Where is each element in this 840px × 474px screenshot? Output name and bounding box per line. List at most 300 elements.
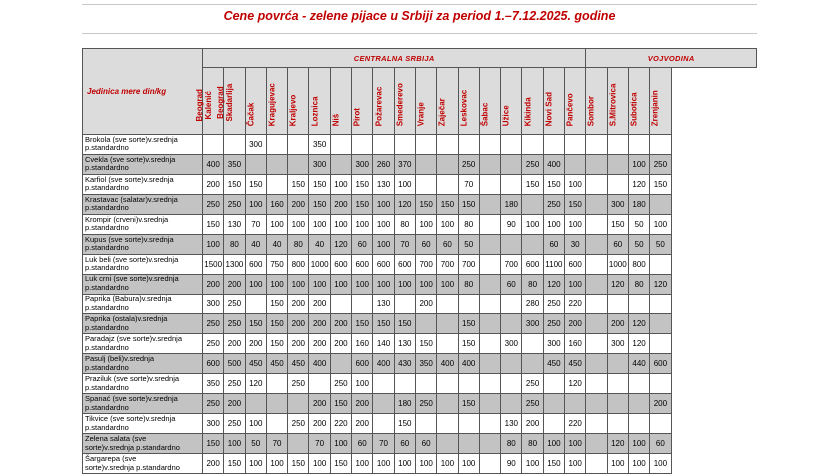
price-cell: 140 bbox=[373, 334, 394, 354]
price-cell: 300 bbox=[607, 334, 628, 354]
price-cell bbox=[415, 154, 436, 174]
price-cell: 150 bbox=[458, 314, 479, 334]
price-cell bbox=[266, 135, 287, 155]
price-cell: 300 bbox=[203, 414, 224, 434]
price-cell bbox=[479, 394, 500, 414]
price-cell: 400 bbox=[437, 354, 458, 374]
table-row bbox=[83, 334, 757, 354]
price-cell: 100 bbox=[373, 274, 394, 294]
price-cell bbox=[565, 394, 586, 414]
price-cell: 260 bbox=[373, 154, 394, 174]
price-cell: 800 bbox=[288, 254, 309, 274]
city-header bbox=[458, 68, 479, 135]
price-cell: 80 bbox=[224, 234, 245, 254]
price-cell bbox=[586, 394, 607, 414]
city-header bbox=[309, 68, 330, 135]
price-cell bbox=[245, 154, 266, 174]
price-cell: 1000 bbox=[607, 254, 628, 274]
price-cell bbox=[415, 135, 436, 155]
price-cell: 200 bbox=[288, 194, 309, 214]
price-cell: 200 bbox=[224, 394, 245, 414]
price-cell bbox=[330, 154, 351, 174]
price-cell: 300 bbox=[245, 135, 266, 155]
product-name: Paradajz (sve sorte)v.srednja p.standardno bbox=[83, 334, 203, 354]
product-name: Praziluk (sve sorte)v.srednja p.standardno bbox=[83, 374, 203, 394]
price-cell: 100 bbox=[522, 454, 543, 474]
price-cell: 200 bbox=[309, 394, 330, 414]
price-cell bbox=[586, 135, 607, 155]
price-cell: 250 bbox=[203, 334, 224, 354]
price-cell: 100 bbox=[394, 174, 415, 194]
price-cell bbox=[543, 374, 564, 394]
price-cell bbox=[586, 294, 607, 314]
price-cell: 200 bbox=[288, 294, 309, 314]
price-cell: 70 bbox=[266, 434, 287, 454]
price-cell bbox=[650, 374, 671, 394]
price-cell: 350 bbox=[415, 354, 436, 374]
price-cell: 200 bbox=[330, 334, 351, 354]
price-cell bbox=[479, 214, 500, 234]
price-cell: 80 bbox=[522, 434, 543, 454]
price-cell bbox=[586, 234, 607, 254]
table-row bbox=[83, 394, 757, 414]
price-cell: 250 bbox=[224, 294, 245, 314]
price-cell bbox=[479, 454, 500, 474]
page-title: Cene povrća - zelene pijace u Srbiji za period 1.–7.12.2025. godine bbox=[223, 9, 616, 23]
price-cell bbox=[479, 154, 500, 174]
city-header bbox=[501, 68, 522, 135]
price-cell bbox=[586, 274, 607, 294]
price-cell: 150 bbox=[266, 334, 287, 354]
price-cell bbox=[288, 135, 309, 155]
product-name: Paprika (ostala)v.srednja p.standardno bbox=[83, 314, 203, 334]
price-cell: 600 bbox=[565, 254, 586, 274]
price-cell: 120 bbox=[245, 374, 266, 394]
price-cell bbox=[224, 135, 245, 155]
price-cell: 100 bbox=[352, 374, 373, 394]
table-row bbox=[83, 354, 757, 374]
price-cell: 600 bbox=[245, 254, 266, 274]
product-name: Karfiol (sve sorte)v.srednja p.standardno bbox=[83, 174, 203, 194]
price-cell: 100 bbox=[352, 274, 373, 294]
table-row bbox=[83, 194, 757, 214]
price-cell: 100 bbox=[565, 174, 586, 194]
price-cell: 200 bbox=[309, 334, 330, 354]
city-label: Loznica bbox=[310, 95, 320, 126]
price-cell: 80 bbox=[628, 274, 649, 294]
price-cell: 100 bbox=[437, 454, 458, 474]
price-cell: 200 bbox=[288, 314, 309, 334]
price-cell: 200 bbox=[203, 174, 224, 194]
price-cell: 400 bbox=[373, 354, 394, 374]
price-cell bbox=[479, 334, 500, 354]
price-cell: 100 bbox=[458, 454, 479, 474]
price-cell: 100 bbox=[224, 434, 245, 454]
price-cell: 120 bbox=[330, 234, 351, 254]
city-label: Zaječar bbox=[437, 97, 447, 126]
price-cell: 400 bbox=[203, 154, 224, 174]
price-cell: 100 bbox=[415, 214, 436, 234]
price-cell: 150 bbox=[352, 194, 373, 214]
city-header bbox=[479, 68, 500, 135]
price-cell: 70 bbox=[394, 234, 415, 254]
price-cell: 160 bbox=[565, 334, 586, 354]
price-cell: 100 bbox=[245, 274, 266, 294]
price-cell bbox=[543, 135, 564, 155]
price-cell: 150 bbox=[266, 294, 287, 314]
product-name: Luk crni (sve sorte)v.srednja p.standardno bbox=[83, 274, 203, 294]
price-cell: 120 bbox=[650, 274, 671, 294]
price-cell: 280 bbox=[522, 294, 543, 314]
price-cell: 70 bbox=[458, 174, 479, 194]
price-cell: 100 bbox=[266, 454, 287, 474]
price-cell: 100 bbox=[565, 214, 586, 234]
price-cell bbox=[288, 434, 309, 454]
price-cell: 130 bbox=[224, 214, 245, 234]
price-cell: 250 bbox=[543, 314, 564, 334]
price-cell: 250 bbox=[650, 154, 671, 174]
price-cell: 400 bbox=[543, 154, 564, 174]
price-cell: 400 bbox=[309, 354, 330, 374]
price-cell: 250 bbox=[415, 394, 436, 414]
city-header bbox=[373, 68, 394, 135]
table-row bbox=[83, 234, 757, 254]
price-cell: 250 bbox=[543, 294, 564, 314]
price-cell: 120 bbox=[394, 194, 415, 214]
price-cell: 1300 bbox=[224, 254, 245, 274]
price-cell bbox=[501, 135, 522, 155]
price-cell: 300 bbox=[203, 294, 224, 314]
price-cell: 100 bbox=[309, 274, 330, 294]
price-cell bbox=[394, 135, 415, 155]
price-cell bbox=[586, 254, 607, 274]
price-cell bbox=[479, 135, 500, 155]
price-cell: 250 bbox=[522, 374, 543, 394]
price-cell bbox=[330, 135, 351, 155]
price-cell bbox=[415, 174, 436, 194]
price-cell: 60 bbox=[543, 234, 564, 254]
product-name: Kupus (sve sorte)v.srednja p.standardno bbox=[83, 234, 203, 254]
price-cell: 1100 bbox=[543, 254, 564, 274]
price-cell bbox=[330, 294, 351, 314]
price-cell: 120 bbox=[607, 434, 628, 454]
city-header bbox=[288, 68, 309, 135]
price-cell: 100 bbox=[565, 274, 586, 294]
price-cell: 100 bbox=[245, 414, 266, 434]
price-cell: 350 bbox=[203, 374, 224, 394]
price-cell: 200 bbox=[352, 394, 373, 414]
price-cell bbox=[266, 174, 287, 194]
table-row bbox=[83, 174, 757, 194]
price-cell: 100 bbox=[245, 454, 266, 474]
price-cell: 60 bbox=[394, 434, 415, 454]
price-cell bbox=[586, 454, 607, 474]
product-name: Tikvice (sve sorte)v.srednja p.standardno bbox=[83, 414, 203, 434]
price-cell: 370 bbox=[394, 154, 415, 174]
price-cell: 220 bbox=[565, 294, 586, 314]
city-header bbox=[586, 68, 607, 135]
price-cell bbox=[309, 374, 330, 394]
price-cell: 100 bbox=[650, 214, 671, 234]
price-cell bbox=[479, 194, 500, 214]
price-table bbox=[82, 48, 757, 474]
price-cell: 220 bbox=[565, 414, 586, 434]
price-cell: 440 bbox=[628, 354, 649, 374]
price-cell: 100 bbox=[628, 434, 649, 454]
price-cell bbox=[650, 294, 671, 314]
price-cell: 100 bbox=[628, 454, 649, 474]
price-cell: 100 bbox=[203, 234, 224, 254]
price-cell: 350 bbox=[224, 154, 245, 174]
price-cell: 80 bbox=[458, 274, 479, 294]
city-label: Leskovac bbox=[459, 89, 469, 126]
price-cell bbox=[479, 414, 500, 434]
price-cell: 40 bbox=[245, 234, 266, 254]
city-header bbox=[522, 68, 543, 135]
price-cell bbox=[565, 135, 586, 155]
price-cell bbox=[458, 135, 479, 155]
price-cell: 150 bbox=[607, 214, 628, 234]
price-cell bbox=[586, 154, 607, 174]
city-header bbox=[266, 68, 287, 135]
price-cell: 600 bbox=[650, 354, 671, 374]
price-cell: 100 bbox=[373, 214, 394, 234]
price-cell: 200 bbox=[245, 334, 266, 354]
price-cell: 150 bbox=[288, 174, 309, 194]
price-cell bbox=[245, 294, 266, 314]
price-cell: 250 bbox=[522, 394, 543, 414]
price-cell bbox=[586, 194, 607, 214]
price-cell: 200 bbox=[309, 314, 330, 334]
price-cell bbox=[650, 254, 671, 274]
price-cell: 150 bbox=[203, 434, 224, 454]
price-cell bbox=[522, 354, 543, 374]
top-rule bbox=[82, 4, 757, 5]
price-cell: 150 bbox=[224, 454, 245, 474]
city-label: Beograd Kalenić bbox=[195, 89, 213, 122]
price-cell bbox=[437, 374, 458, 394]
price-cell bbox=[501, 294, 522, 314]
price-cell: 100 bbox=[437, 274, 458, 294]
table-row bbox=[83, 254, 757, 274]
price-cell: 130 bbox=[394, 334, 415, 354]
price-cell bbox=[479, 174, 500, 194]
price-cell: 150 bbox=[309, 174, 330, 194]
price-cell: 700 bbox=[437, 254, 458, 274]
price-cell bbox=[628, 394, 649, 414]
price-cell: 250 bbox=[288, 374, 309, 394]
city-header bbox=[245, 68, 266, 135]
price-cell: 700 bbox=[458, 254, 479, 274]
price-cell bbox=[479, 314, 500, 334]
city-label: Niš bbox=[331, 113, 341, 126]
price-cell bbox=[437, 294, 458, 314]
price-cell bbox=[479, 274, 500, 294]
city-label: Vranje bbox=[416, 101, 426, 126]
price-cell bbox=[245, 394, 266, 414]
price-cell bbox=[586, 434, 607, 454]
price-cell: 50 bbox=[628, 234, 649, 254]
price-cell bbox=[266, 374, 287, 394]
price-cell bbox=[437, 154, 458, 174]
city-label: Beograd Skadarlija bbox=[216, 83, 234, 122]
city-label: Zrenjanin bbox=[650, 89, 660, 126]
product-name: Krastavac (salatar)v.srednja p.standardno bbox=[83, 194, 203, 214]
price-cell bbox=[479, 234, 500, 254]
city-header bbox=[330, 68, 351, 135]
price-cell bbox=[479, 354, 500, 374]
price-cell bbox=[501, 314, 522, 334]
price-cell: 200 bbox=[224, 274, 245, 294]
price-cell bbox=[415, 314, 436, 334]
price-cell: 1000 bbox=[309, 254, 330, 274]
product-name: Zelena salata (sve sorte)v.srednja p.standardno bbox=[83, 434, 203, 454]
price-cell bbox=[607, 414, 628, 434]
price-cell: 100 bbox=[288, 274, 309, 294]
table-row bbox=[83, 154, 757, 174]
price-cell: 200 bbox=[565, 314, 586, 334]
price-cell: 70 bbox=[245, 214, 266, 234]
price-cell bbox=[586, 354, 607, 374]
price-cell bbox=[288, 394, 309, 414]
price-cell: 800 bbox=[628, 254, 649, 274]
price-cell bbox=[522, 194, 543, 214]
price-cell: 250 bbox=[543, 194, 564, 214]
price-cell: 60 bbox=[607, 234, 628, 254]
price-cell: 30 bbox=[565, 234, 586, 254]
price-cell bbox=[522, 334, 543, 354]
product-name: Cvekla (sve sorte)v.srednja p.standardno bbox=[83, 154, 203, 174]
city-label: Kraljevo bbox=[288, 94, 298, 126]
price-cell: 600 bbox=[352, 254, 373, 274]
city-label: Kikinda bbox=[523, 96, 533, 126]
price-cell: 50 bbox=[628, 214, 649, 234]
price-cell: 300 bbox=[543, 334, 564, 354]
price-cell: 1500 bbox=[203, 254, 224, 274]
price-cell: 150 bbox=[330, 454, 351, 474]
price-cell: 150 bbox=[565, 194, 586, 214]
price-cell: 130 bbox=[373, 294, 394, 314]
price-cell: 600 bbox=[522, 254, 543, 274]
price-cell bbox=[458, 374, 479, 394]
price-cell: 40 bbox=[266, 234, 287, 254]
price-cell: 150 bbox=[650, 174, 671, 194]
price-cell: 100 bbox=[543, 434, 564, 454]
price-cell: 60 bbox=[437, 234, 458, 254]
price-cell: 250 bbox=[203, 194, 224, 214]
price-cell: 150 bbox=[245, 174, 266, 194]
price-cell: 100 bbox=[415, 274, 436, 294]
city-header bbox=[216, 68, 245, 135]
price-cell: 250 bbox=[203, 314, 224, 334]
table-row bbox=[83, 454, 757, 474]
price-cell: 200 bbox=[607, 314, 628, 334]
table-row bbox=[83, 434, 757, 454]
price-cell: 40 bbox=[309, 234, 330, 254]
price-cell bbox=[266, 414, 287, 434]
price-cell bbox=[628, 135, 649, 155]
price-cell: 100 bbox=[266, 214, 287, 234]
price-cell: 150 bbox=[245, 314, 266, 334]
price-cell: 90 bbox=[501, 214, 522, 234]
price-cell: 200 bbox=[650, 394, 671, 414]
price-cell: 60 bbox=[501, 274, 522, 294]
price-cell: 200 bbox=[330, 194, 351, 214]
price-cell: 90 bbox=[501, 454, 522, 474]
price-cell: 120 bbox=[628, 314, 649, 334]
price-cell bbox=[352, 135, 373, 155]
price-cell: 60 bbox=[650, 434, 671, 454]
price-cell: 220 bbox=[330, 414, 351, 434]
price-cell bbox=[415, 414, 436, 434]
price-cell: 150 bbox=[266, 314, 287, 334]
price-cell: 250 bbox=[522, 154, 543, 174]
city-header bbox=[565, 68, 586, 135]
price-cell bbox=[650, 414, 671, 434]
price-cell: 130 bbox=[501, 414, 522, 434]
price-cell bbox=[479, 294, 500, 314]
price-cell: 300 bbox=[522, 314, 543, 334]
price-cell: 150 bbox=[458, 194, 479, 214]
price-cell: 180 bbox=[501, 194, 522, 214]
price-cell: 100 bbox=[394, 454, 415, 474]
price-cell: 100 bbox=[330, 434, 351, 454]
price-cell: 200 bbox=[522, 414, 543, 434]
price-cell: 150 bbox=[288, 454, 309, 474]
price-cell bbox=[607, 174, 628, 194]
price-cell bbox=[394, 294, 415, 314]
price-cell: 200 bbox=[415, 294, 436, 314]
city-label: Novi Sad bbox=[544, 91, 554, 126]
price-cell: 100 bbox=[628, 154, 649, 174]
city-header bbox=[607, 68, 628, 135]
price-cell bbox=[458, 414, 479, 434]
price-cell: 150 bbox=[373, 314, 394, 334]
price-cell: 150 bbox=[543, 174, 564, 194]
price-cell bbox=[203, 135, 224, 155]
price-cell: 600 bbox=[394, 254, 415, 274]
price-cell bbox=[586, 414, 607, 434]
price-cell: 250 bbox=[224, 414, 245, 434]
price-cell: 100 bbox=[330, 274, 351, 294]
price-cell bbox=[479, 374, 500, 394]
price-cell: 100 bbox=[394, 274, 415, 294]
price-cell: 250 bbox=[224, 314, 245, 334]
product-name: Šargarepa (sve sorte)v.srednja p.standardno bbox=[83, 454, 203, 474]
price-cell: 600 bbox=[203, 354, 224, 374]
price-cell: 300 bbox=[607, 194, 628, 214]
table-row bbox=[83, 294, 757, 314]
price-cell bbox=[437, 314, 458, 334]
price-cell: 120 bbox=[543, 274, 564, 294]
price-cell: 100 bbox=[288, 214, 309, 234]
price-cell: 700 bbox=[415, 254, 436, 274]
price-cell: 100 bbox=[565, 454, 586, 474]
price-cell: 100 bbox=[352, 214, 373, 234]
table-row bbox=[83, 214, 757, 234]
price-cell: 60 bbox=[415, 434, 436, 454]
price-cell bbox=[607, 154, 628, 174]
price-cell bbox=[479, 254, 500, 274]
price-cell: 450 bbox=[245, 354, 266, 374]
price-cell: 750 bbox=[266, 254, 287, 274]
price-cell bbox=[437, 174, 458, 194]
price-cell: 130 bbox=[373, 174, 394, 194]
price-cell bbox=[501, 154, 522, 174]
price-cell: 300 bbox=[309, 154, 330, 174]
price-cell: 60 bbox=[352, 434, 373, 454]
price-cell: 450 bbox=[288, 354, 309, 374]
